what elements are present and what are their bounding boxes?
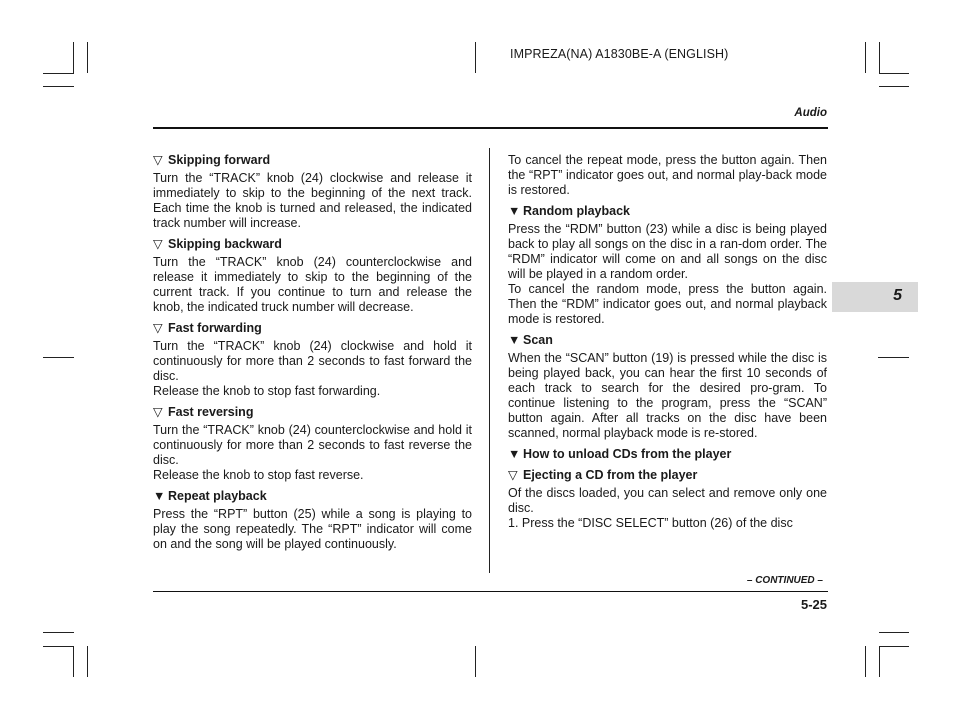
- crop-mark: [879, 42, 880, 73]
- heading-random-playback: ▼ Random playback: [508, 204, 630, 218]
- crop-mark: [879, 73, 909, 74]
- heading-scan: ▼ Scan: [508, 333, 553, 347]
- crop-mark: [475, 646, 476, 677]
- heading-repeat-playback: ▼ Repeat playback: [153, 489, 267, 503]
- paragraph: Turn the “TRACK” knob (24) counterclockwise and release it immediately to skip to the beginning of the current track. If you continue to turn and release the knob, the indicated truck number will decrease.: [153, 255, 472, 314]
- heading-skipping-forward: ▽ Skipping forward: [153, 153, 271, 167]
- right-column: [508, 153, 827, 531]
- paragraph: Press the “RDM” button (23) while a disc is being played back to play all songs on the disc in a ran-dom order. The “RDM” indicator will come on and all songs on the disc will be played in a random order.: [508, 222, 827, 281]
- document-code: IMPREZA(NA) A1830BE-A (ENGLISH): [510, 47, 729, 61]
- crop-mark: [879, 646, 880, 677]
- paragraph: Release the knob to stop fast forwarding.: [153, 384, 381, 398]
- paragraph: To cancel the random mode, press the button again. Then the “RDM” indicator goes out, and normal playback mode is restored.: [508, 282, 827, 326]
- column-divider: [489, 148, 490, 573]
- heading-fast-reversing: ▽ Fast reversing: [153, 405, 254, 419]
- chapter-number: 5: [893, 287, 902, 304]
- paragraph: Of the discs loaded, you can select and remove only one disc.: [508, 486, 827, 515]
- filled-triangle-icon: ▼: [508, 447, 521, 461]
- footer-rule: [153, 591, 828, 592]
- continued-label: – CONTINUED –: [746, 575, 823, 586]
- left-column: [153, 153, 472, 552]
- crop-mark: [43, 86, 74, 87]
- crop-mark: [87, 646, 88, 677]
- section-title: Audio: [794, 107, 827, 119]
- crop-mark: [878, 357, 909, 358]
- paragraph: Release the knob to stop fast reverse.: [153, 468, 364, 482]
- crop-mark: [73, 646, 74, 677]
- crop-mark: [475, 42, 476, 73]
- page-number: 5-25: [800, 597, 827, 612]
- outline-triangle-icon: ▽: [153, 405, 163, 419]
- outline-triangle-icon: ▽: [153, 321, 163, 335]
- filled-triangle-icon: ▼: [508, 204, 521, 218]
- heading-ejecting-cd: ▽ Ejecting a CD from the player: [508, 468, 698, 482]
- heading-fast-forwarding: ▽ Fast forwarding: [153, 321, 262, 335]
- paragraph: 1. Press the “DISC SELECT” button (26) of the disc: [508, 516, 793, 530]
- outline-triangle-icon: ▽: [508, 468, 518, 482]
- crop-mark: [73, 42, 74, 73]
- filled-triangle-icon: ▼: [508, 333, 521, 347]
- crop-mark: [879, 632, 909, 633]
- paragraph: When the “SCAN” button (19) is pressed while the disc is being played back, you can hear the first 10 seconds of each track to search for the desired pro-gram. To continue listening to the program, press the “SCAN” button again. After all tracks on the disc have been scanned, normal playback mode is re-stored.: [508, 351, 827, 440]
- crop-mark: [865, 42, 866, 73]
- chapter-tab: [832, 282, 918, 312]
- crop-mark: [87, 42, 88, 73]
- crop-mark: [43, 646, 74, 647]
- outline-triangle-icon: ▽: [153, 237, 163, 251]
- heading-skipping-backward: ▽ Skipping backward: [153, 237, 282, 251]
- heading-unload-cds: ▼ How to unload CDs from the player: [508, 447, 732, 461]
- crop-mark: [879, 646, 909, 647]
- crop-mark: [865, 646, 866, 677]
- crop-mark: [43, 632, 74, 633]
- paragraph: To cancel the repeat mode, press the button again. Then the “RPT” indicator goes out, and normal play-back mode is restored.: [508, 153, 827, 197]
- paragraph: Press the “RPT” button (25) while a song is playing to play the song repeatedly. The “RPT” indicator will come on and the song will be played continuously.: [153, 507, 472, 551]
- header-rule: [153, 127, 828, 129]
- crop-mark: [43, 73, 74, 74]
- paragraph: Turn the “TRACK” knob (24) counterclockwise and hold it continuously for more than 2 seconds to fast reverse the disc.: [153, 423, 472, 467]
- filled-triangle-icon: ▼: [153, 489, 166, 503]
- outline-triangle-icon: ▽: [153, 153, 163, 167]
- crop-mark: [43, 357, 74, 358]
- crop-mark: [879, 86, 909, 87]
- paragraph: Turn the “TRACK” knob (24) clockwise and release it immediately to skip to the beginning of the next track. Each time the knob is turned and released, the indicated track number will increase.: [153, 171, 472, 230]
- paragraph: Turn the “TRACK” knob (24) clockwise and hold it continuously for more than 2 seconds to fast forward the disc.: [153, 339, 472, 383]
